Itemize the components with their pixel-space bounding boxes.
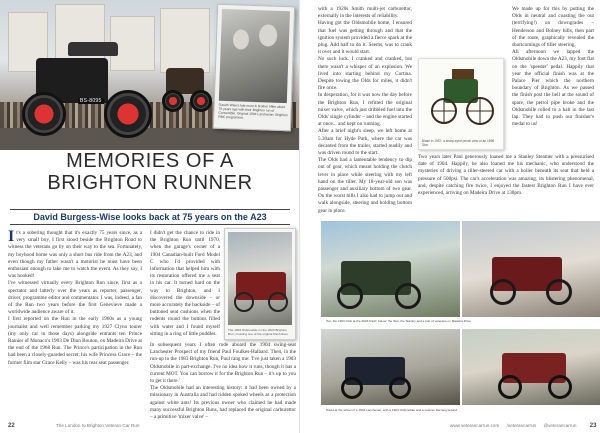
paragraph: I didn't get the chance to ride in the Brighton Run until 1970, when the garage's owner of a 1904 Canadian-built Ford Model C who I'd provided with information that helped him with its restoration offered me a seat in his car. It turned hard on the way to Brighton, and I discovered the downside – or more accurately the backside – of buttoned seat cushions when the rodents round the buttons filled with water and I found myself sitting in a ring of little puddles. [150, 230, 220, 337]
divider [10, 209, 290, 210]
paragraph: No such luck. I cranked and cranked, but there wasn't a whisper of an explosion. We lived into starting behind my Cortina. Despite towing the Olds for miles, it didn't fire once. [318, 56, 412, 92]
photo-image [228, 232, 292, 325]
paragraph: I've witnessed virtually every Brighton Run since, first as a spectator and latterly over the years as reporter, passenger, driver, programme editor and commentator. I was, indeed, a fan of the Run two years before the first Genevieve made a worldwide audience aware of it. [8, 280, 142, 316]
article-column-4 [512, 6, 594, 128]
article-column-2-top [150, 230, 220, 338]
page-number: 23 [589, 423, 597, 429]
paragraph: It's a sobering thought that it's exactly 75 years since, as a very small boy, I first stood beside the Brighton Road to witness the veterans go by on their way to the sea. Fortunately, my boyhood home was only a short bus ride from the A23, and even though my father wasn't a motorist he must have been enthusiast enough to take me to watch the event. As they say, I was hooked! [8, 228, 142, 280]
footer-url[interactable]: www.veterancarrun.com [450, 423, 500, 428]
veteran-car-main [8, 40, 168, 145]
family-photo [213, 4, 295, 132]
collage-photo [320, 220, 461, 318]
paragraph: Two years later Paul generously loaned me a Stanley Steamer with a pressurised date of 1904. Happily, he also loaned me his mechanic, who understood the mysteries of driving a tiller-steered car with a boiler beneath its seat that held a pressure of 500psi. The car's acceleration was amazing, its blistering phenomenal, and, despite catching fire twice, I enjoyed the fastest Brighton Run I have ever experienced, arriving on Madeira Drive at 130pm. [418, 154, 594, 197]
article-column-3 [318, 6, 412, 215]
illustration-image [422, 65, 502, 135]
photo-image [219, 9, 290, 103]
drop-cap: I [8, 228, 15, 245]
paragraph: The Oldsmobile had an interesting history: it had been owned by a missionary in Australia and had ridden spoked wheels as a protection against white ants! Its previous owner who claimed he had made many successful Brighton Runs, had replaced the original carburettor – a primitive 'mixer valve' – [150, 385, 296, 421]
title-line-2: BRIGHTON RUNNER [47, 172, 253, 194]
photo-caption: Gareth Wise's late mum & brother Mike about 70 years ago with their Brighton run of Convertible. Original 1904 Lanchester. Brighton RBC programme. [218, 102, 288, 120]
article-column-1 [8, 230, 142, 367]
article-column-2-bottom [150, 342, 296, 421]
divider [10, 224, 290, 225]
footer-social[interactable]: /veterancarrun [506, 423, 537, 428]
paragraph: I first reported on the Run in the early 1960s as a young journalist and well remember parking my 1927 Clyno tourer (my only car in those days) alongside entrants ten Prince Rainier of Monaco's 1903 De Dion Bouton, on Madeira Drive at the end of the 1968 Run. The Prince's participation in the Run had been a closely-guarded secret; his wife Princess Grace – the former film star Grace Kelly – was his rear seat passenger. [8, 316, 142, 366]
title-line-1: MEMORIES OF A [66, 150, 234, 172]
paragraph: with a 1920s Smith multi-jet carburettor, externally in the interests of reliability. [318, 6, 412, 20]
oldsmobile-photo [224, 228, 296, 340]
photo-collage [320, 220, 600, 416]
collage-photo [461, 220, 600, 318]
car-illustration [418, 58, 504, 150]
paragraph: The Olds had a lamentable tendency to dip out of gear, which meant holding the clutch lever in place while steering with my left hand on the tiller. My 18-year-old son was passenger and auxiliary bottom of two gear. On the worst hills I also had to jump out and walk alongside, steering and holding bottom gear in place. [318, 157, 412, 214]
collage-caption: Top: the 1903 Olds at the 2023 finish; below: the Star, the Stanley and a pair of veterans on Madeira Drive. [324, 319, 598, 325]
footer-title: The London to Brighton Veteran Car Run [55, 423, 140, 428]
paragraph: Having got the Oldsmobile home, I ensured that fuel was getting through and that the ignition system provided a fierce spark at the plug. Add half to do it. Seems, was to crank it over and it would start. [318, 20, 412, 56]
right-page [300, 0, 600, 433]
collage-caption: David at the wheel of a 1904 Lanchester, with a 1903 Oldsmobile and a veteran Darracq behind. [324, 408, 598, 414]
article-column-4-continued [418, 154, 594, 197]
illustration-caption: Blasé in 1957: a sharp-eyed pencil view of an 1898 Star. [422, 139, 495, 147]
collage-photo [461, 328, 600, 406]
veteran-car-background [160, 60, 215, 120]
article-title [0, 150, 300, 194]
footer-left [8, 423, 139, 429]
paragraph: All afternoon we lapped the Oldsmobile down the A23, my foot flat on the 'speeder' pedal. Happily that year the official finish was at the Palace Pier which the northern boundary of Brighton. As we passed the finish post the bell at the sound of spare, the petrol pipe broke and the Oldsmobile rolled to a halt in the last lap. They had to push our finisher's medal to us! [512, 49, 594, 128]
footer-social[interactable]: @veterancarrun [543, 423, 577, 428]
footer-right [450, 423, 596, 429]
paragraph: In subsequent years I often rode aboard the 1904 swing-seat Lanchester Prospect of my friend Paul Foulkes-Halbard. Then, in the run-up to the 1983 Brighton Run, Paul rang me: 'I've just taken a 1903 Oldsmobile in part-exchange. I've no idea how it runs, though it has a current MOT. You can borrow it for the Brighton Run – it's up to you to get it there.' [150, 342, 296, 385]
paragraph: In desperation, for it was now the day before the Brighton Run, I refitted the original mixer valve, which just dribbled fuel into the Olds' single cylinder – and the engine started at once... and kept on running. [318, 92, 412, 128]
paragraph: After a brief night's sleep, we left home at 5.30am for Hyde Park, where the car was decanted from the trailer, started readily and was driven round to the start. [318, 128, 412, 157]
number-plate: BS-8095 [80, 98, 102, 104]
standfirst: David Burgess-Wise looks back at 75 years on the A23 [33, 212, 267, 222]
photo-caption: The 1903 Oldsmobile on the 2023 Brighton Run, crossing one of the original finish lines. [228, 328, 289, 337]
page-number: 22 [8, 423, 15, 429]
collage-photo [320, 328, 461, 406]
paragraph: We made up for this by putting the Olds in neutral and coasting the out (terrifying!) on downgrades – Henderson and Bolney hills, then part of the route, graphically revealed the shortcomings of tiller steering. [512, 6, 594, 49]
